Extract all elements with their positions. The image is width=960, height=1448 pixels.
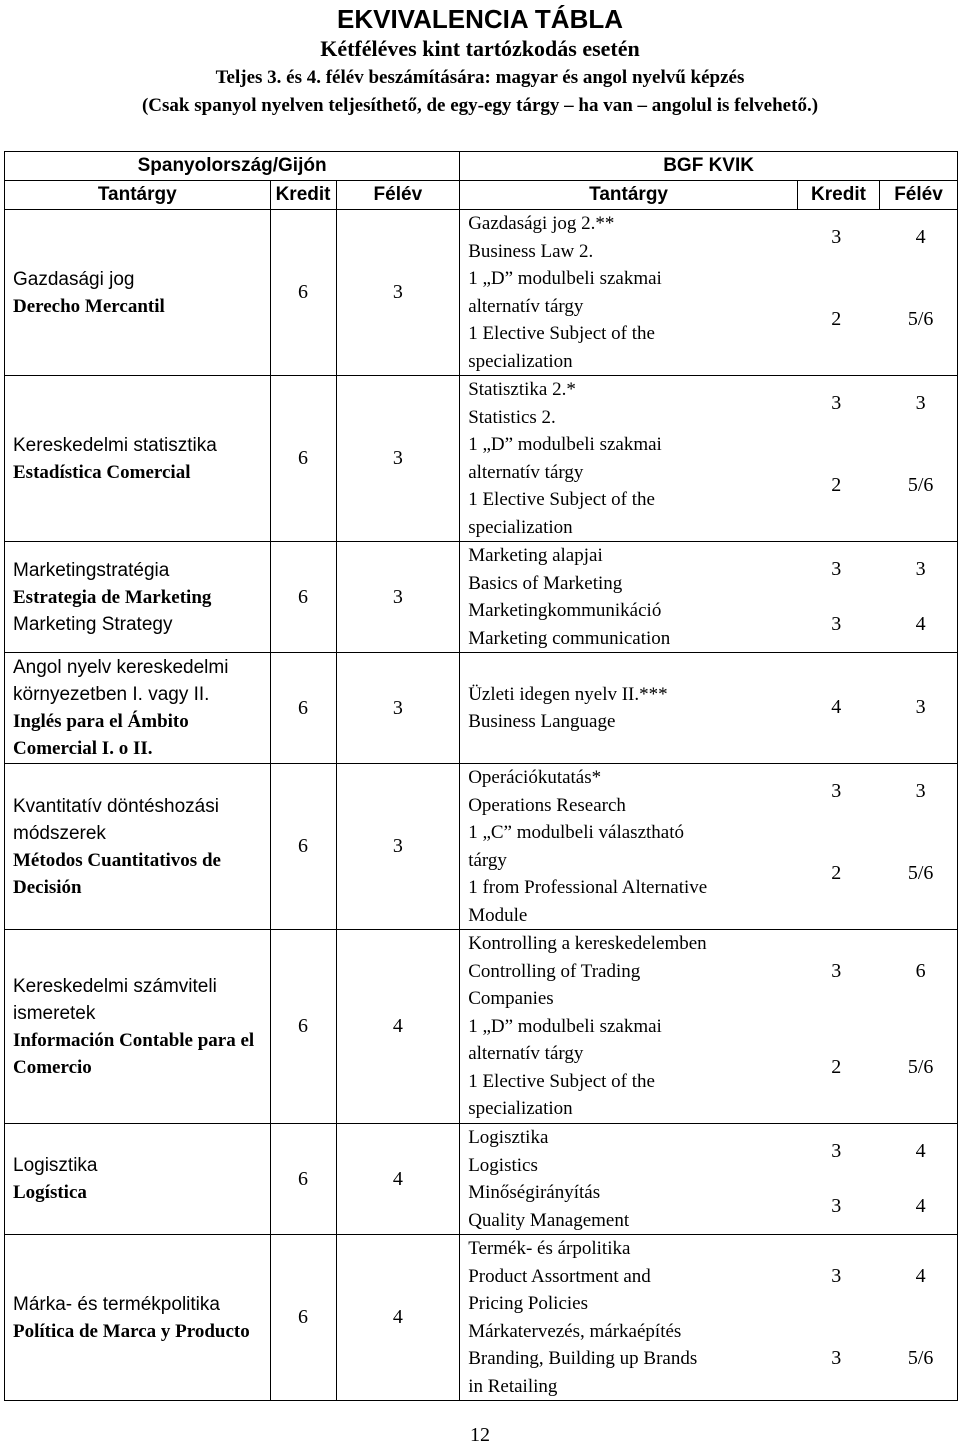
source-credit-cell: 6 [270, 930, 336, 1124]
subject-name-hungarian: Kereskedelmi statisztika [13, 434, 217, 456]
target-semester: 4 [915, 612, 926, 635]
target-subject [468, 265, 957, 375]
target-subject-name [468, 210, 788, 265]
subject-name-spanish: Logística [13, 1182, 87, 1203]
target-subject [468, 764, 957, 819]
target-subject-name [468, 376, 788, 431]
target-subjects-cell [460, 930, 958, 1124]
target-subject-name [468, 431, 788, 541]
target-subject-line: Quality Management [468, 1209, 630, 1231]
target-subject-line: Marketingkommunikáció [468, 600, 662, 621]
target-subject-line: Statistics 2. [468, 406, 556, 428]
subject-name-hungarian: Logisztika [13, 1155, 98, 1176]
target-subject-line: Business Law 2. [468, 240, 594, 262]
target-subject-line: Controlling of Trading [468, 960, 641, 982]
target-subject-line: 1 Elective Subject of the [468, 323, 655, 344]
target-semester: 6 [915, 959, 926, 982]
target-subject [468, 681, 957, 736]
document-title: EKVIVALENCIA TÁBLA [337, 4, 623, 34]
subject-name-hungarian: Kvantitatív döntéshozási módszerek [13, 795, 219, 844]
target-subject-line: Gazdasági jog 2.** [468, 213, 615, 234]
subject-name-spanish: Política de Marca y Producto [13, 1320, 250, 1342]
target-subject-line: Product Assortment and [468, 1265, 651, 1287]
target-subject-name [468, 819, 788, 929]
group-header-left: Spanyolország/Gijón [5, 152, 460, 181]
target-subject-line: Statisztika 2.* [468, 379, 576, 400]
target-subject-line: Operációkutatás* [468, 767, 602, 788]
document-header [0, 4, 960, 120]
source-semester-cell: 3 [336, 542, 460, 653]
target-subject-line: Kontrolling a kereskedelemben [468, 933, 707, 955]
target-subject-name [468, 930, 788, 1013]
target-subject-line: alternatív tárgy [468, 295, 584, 317]
target-credit: 3 [831, 1347, 842, 1369]
target-subject-line: 1 „D” modulbeli szakmai [468, 268, 662, 289]
target-semester: 5/6 [907, 308, 934, 331]
target-credit: 3 [831, 391, 842, 414]
target-subject-name [468, 542, 788, 597]
target-credit: 3 [831, 225, 842, 248]
target-semester: 4 [915, 225, 926, 248]
target-subject [468, 1235, 957, 1318]
source-semester-cell: 3 [336, 764, 460, 930]
target-subjects-cell [460, 376, 958, 542]
target-subjects-cell [460, 653, 958, 764]
target-subject [468, 597, 957, 652]
target-subject-name [468, 1013, 788, 1123]
target-semester: 4 [915, 1139, 926, 1162]
target-subjects-cell [460, 1235, 958, 1401]
source-semester-cell: 3 [336, 210, 460, 376]
table-row [5, 210, 958, 376]
source-subject-cell [5, 1124, 271, 1235]
target-subject-name [468, 1124, 788, 1179]
subject-name-hungarian: Marketingstratégia [13, 559, 170, 581]
target-subject [468, 819, 957, 929]
target-subject-line: Marketing alapjai [468, 545, 603, 566]
target-subject-line: Branding, Building up Brands [468, 1348, 698, 1369]
subject-name-hungarian: Márka- és termékpolitika [13, 1293, 220, 1315]
col-header-semester-left: Félév [336, 181, 460, 210]
source-subject-cell [5, 542, 271, 653]
target-subject-line: Companies [468, 988, 554, 1010]
target-credit: 2 [831, 308, 842, 331]
target-subject-line: specialization [468, 516, 573, 538]
target-credit: 3 [831, 557, 842, 580]
target-subject-line: 1 „D” modulbeli szakmai [468, 1015, 662, 1037]
target-subject-name [468, 764, 788, 819]
target-subject-line: Logistics [468, 1154, 538, 1176]
table-row [5, 764, 958, 930]
source-subject-cell [5, 1235, 271, 1401]
target-semester: 5/6 [907, 1347, 934, 1369]
target-semester: 4 [915, 1194, 926, 1217]
source-semester-cell: 4 [336, 930, 460, 1124]
target-subject-line: Üzleti idegen nyelv II.*** [468, 683, 668, 705]
target-subject [468, 1318, 957, 1401]
subject-name-spanish: Derecho Mercantil [13, 295, 165, 317]
target-subject-name [468, 681, 788, 736]
target-subject-line: tárgy [468, 849, 507, 871]
subject-name-spanish: Métodos Cuantitativos de Decisión [13, 849, 221, 898]
target-semester: 5/6 [907, 1056, 934, 1078]
source-credit-cell: 6 [270, 1235, 336, 1401]
source-credit-cell: 6 [270, 653, 336, 764]
target-subject-line: Marketing communication [468, 627, 671, 649]
subject-name-hungarian: Angol nyelv kereskedelmi környezetben I. vagy II. [13, 657, 229, 705]
target-credit: 3 [831, 1264, 842, 1287]
equivalence-table [4, 151, 958, 1401]
table-row [5, 1124, 958, 1235]
target-semester: 4 [915, 1264, 926, 1287]
target-subject-line: Minőségirányítás [468, 1182, 601, 1203]
source-semester-cell: 4 [336, 1124, 460, 1235]
target-subjects-cell [460, 210, 958, 376]
source-subject-cell [5, 764, 271, 930]
target-semester: 5/6 [907, 474, 934, 497]
target-subject-line: 1 Elective Subject of the [468, 1070, 655, 1092]
target-subject-line: Pricing Policies [468, 1293, 588, 1314]
table-row [5, 930, 958, 1124]
source-semester-cell: 4 [336, 1235, 460, 1401]
target-subject-line: specialization [468, 1098, 573, 1120]
col-header-credit-left: Kredit [270, 181, 336, 210]
target-subject-name [468, 1318, 788, 1401]
target-subject-line: Márkatervezés, márkaépítés [468, 1320, 682, 1342]
subject-name-spanish: Información Contable para el Comercio [13, 1029, 255, 1078]
target-subject-line: alternatív tárgy [468, 461, 584, 483]
target-credit: 2 [831, 862, 842, 885]
source-semester-cell: 3 [336, 376, 460, 542]
target-subject-line: Business Language [468, 711, 616, 732]
document-note-line: (Csak spanyol nyelven teljesíthető, de egy-egy tárgy – ha van – angolul is felvehető.) [141, 95, 819, 116]
source-credit-cell: 6 [270, 764, 336, 930]
subject-name-spanish: Estrategia de Marketing [13, 586, 212, 608]
target-subject-line: specialization [468, 350, 573, 372]
subject-name-english: Marketing Strategy [13, 613, 173, 635]
target-subject-name [468, 597, 788, 652]
col-header-semester-right: Félév [879, 181, 957, 210]
target-subject [468, 1124, 957, 1179]
target-credit: 2 [831, 1056, 842, 1078]
source-semester-cell: 3 [336, 653, 460, 764]
source-subject-cell [5, 653, 271, 764]
target-subject-name [468, 265, 788, 375]
target-subject-line: alternatív tárgy [468, 1043, 584, 1065]
source-credit-cell: 6 [270, 210, 336, 376]
target-subject [468, 210, 957, 265]
document-scope-line: Teljes 3. és 4. félév beszámítására: magyar és angol nyelvű képzés [215, 67, 745, 88]
target-credit: 3 [831, 959, 842, 982]
target-subject-name [468, 1179, 788, 1234]
target-subject-line: Module [468, 904, 528, 926]
document-subtitle: Kétféléves kint tartózkodás esetén [320, 36, 640, 61]
target-semester: 3 [915, 557, 926, 580]
target-subject [468, 1013, 957, 1123]
target-subjects-cell [460, 542, 958, 653]
target-subject [468, 376, 957, 431]
table-row [5, 376, 958, 542]
target-credit: 4 [831, 696, 842, 719]
col-header-subject-left: Tantárgy [5, 181, 271, 210]
target-semester: 5/6 [907, 862, 934, 885]
target-subject-name [468, 1235, 788, 1318]
source-credit-cell: 6 [270, 542, 336, 653]
source-credit-cell: 6 [270, 376, 336, 542]
target-subject [468, 431, 957, 541]
target-subject-line: Operations Research [468, 794, 626, 816]
source-subject-cell [5, 210, 271, 376]
target-subjects-cell [460, 764, 958, 930]
target-credit: 3 [831, 1194, 842, 1217]
subject-name-hungarian: Kereskedelmi számviteli ismeretek [13, 975, 217, 1024]
subject-name-spanish: Estadística Comercial [13, 461, 191, 483]
target-subject-line: 1 Elective Subject of the [468, 489, 655, 510]
target-semester: 3 [915, 779, 926, 802]
table-row [5, 542, 958, 653]
target-credit: 3 [831, 1139, 842, 1162]
column-header-row [5, 181, 958, 210]
target-semester: 3 [915, 696, 926, 719]
target-credit: 2 [831, 474, 842, 497]
target-subject-line: in Retailing [468, 1375, 558, 1397]
source-subject-cell [5, 376, 271, 542]
table-row [5, 653, 958, 764]
target-subject-line: 1 „C” modulbeli választható [468, 822, 684, 843]
target-semester: 3 [915, 391, 926, 414]
target-credit: 3 [831, 612, 842, 635]
source-credit-cell: 6 [270, 1124, 336, 1235]
target-subject-line: Basics of Marketing [468, 572, 623, 594]
table-row [5, 1235, 958, 1401]
target-subject-line: Termék- és árpolitika [468, 1238, 631, 1259]
col-header-subject-right: Tantárgy [460, 181, 798, 210]
target-subject [468, 930, 957, 1013]
target-credit: 3 [831, 779, 842, 802]
target-subject-line: 1 „D” modulbeli szakmai [468, 434, 662, 455]
target-subject [468, 542, 957, 597]
group-header-row [5, 152, 958, 181]
page-number: 12 [470, 1424, 490, 1446]
group-header-right: BGF KVIK [460, 152, 958, 181]
source-subject-cell [5, 930, 271, 1124]
target-subject-line: Logisztika [468, 1127, 549, 1148]
subject-name-spanish: Inglés para el Ámbito Comercial I. o II. [13, 711, 189, 759]
col-header-credit-right: Kredit [798, 181, 880, 210]
target-subjects-cell [460, 1124, 958, 1235]
subject-name-hungarian: Gazdasági jog [13, 268, 135, 290]
target-subject [468, 1179, 957, 1234]
target-subject-line: 1 from Professional Alternative [468, 877, 708, 898]
